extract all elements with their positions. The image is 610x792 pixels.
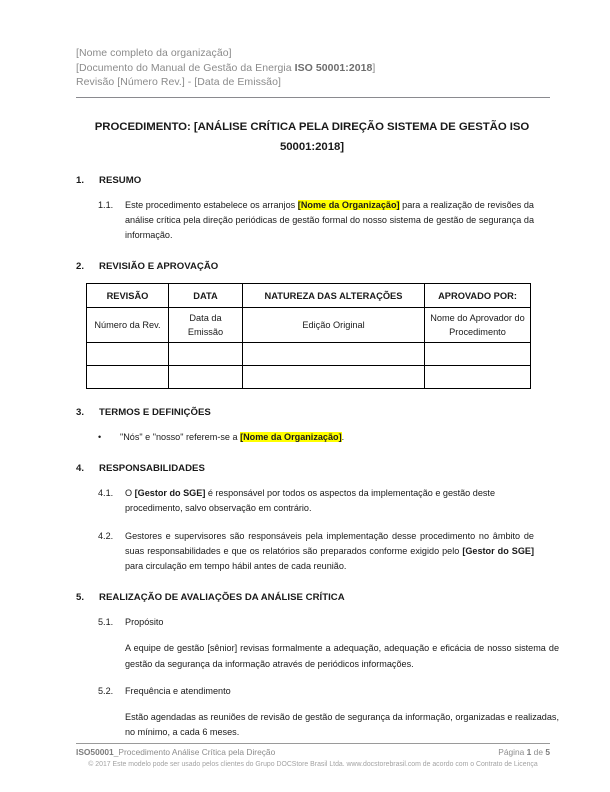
header-doc-line [76, 61, 550, 76]
page-title: PROCEDIMENTO: [ANÁLISE CRÍTICA PELA DIREÇÃO SISTEMA DE GESTÃO ISO 50001:2018] [94, 120, 530, 153]
paragraph-1-1-text [125, 198, 550, 244]
table-cell-revisao: Número da Rev. [87, 308, 169, 343]
table-cell-revisao [87, 366, 169, 389]
paragraph-4-2-before: Gestores e supervisores são responsáveis pela implementação desse procedimento no âmbito de suas responsabilidades e que os relatórios são preparados conforme exigido pelo [125, 530, 534, 556]
bullet-3-1-before: "Nós" e "nosso" referem-se a [120, 432, 241, 443]
paragraph-5-2 [76, 684, 550, 699]
table-cell-aprovado [425, 366, 531, 389]
footer-doc-title: _Procedimento Análise Crítica pela Direção [113, 747, 276, 757]
paragraph-1-1-number: 1.1. [98, 199, 114, 210]
paragraph-4-2 [76, 529, 550, 575]
table-cell-data: Data da Emissão [169, 308, 243, 343]
sge-manager-placeholder: [Gestor do SGE] [134, 488, 206, 499]
section-5-number: 5. [76, 592, 85, 604]
header-doc-standard: ISO 50001:2018 [294, 61, 373, 74]
org-placeholder-highlight: [Nome da Organização] [240, 432, 342, 443]
section-1-number: 1. [76, 174, 85, 186]
footer-copyright: © 2017 Este modelo pode ser usado pelos clientes do Grupo DOCStore Brasil Ltda. www.docstorebrasil.com de acordo com o Contrato de Licença [88, 761, 538, 768]
paragraph-5-1-number: 5.1. [98, 617, 114, 628]
footer-page-mid: de [531, 747, 546, 757]
table-cell-data [169, 343, 243, 366]
footer-page-current: 1 [526, 747, 532, 757]
table-row [87, 308, 531, 343]
table-header-row [87, 284, 531, 308]
table-cell-natureza [243, 366, 425, 389]
table-cell-natureza [243, 343, 425, 366]
section-heading-termos-definicoes [76, 407, 550, 418]
footer-page-number [498, 747, 550, 758]
section-4-label: RESPONSABILIDADES [99, 463, 205, 475]
section-heading-responsabilidades [76, 463, 550, 474]
page-footer [76, 743, 550, 770]
table-row [87, 343, 531, 366]
section-1-label: RESUMO [99, 174, 142, 186]
header-revision-line: Revisão [Número Rev.] - [Data de Emissão] [76, 76, 281, 88]
section-3-number: 3. [76, 407, 85, 419]
paragraph-4-2-after: para circulação em tempo hábil antes de cada reunião. [125, 560, 347, 571]
paragraph-4-1 [76, 486, 550, 516]
footer-doc-code: ISO50001 [76, 747, 114, 757]
paragraph-5-2-number: 5.2. [98, 685, 114, 696]
paragraph-1-1-after: para a realização de revisões da análise crítica pela direção periódicas de gestão formal do nosso sistema de gestão de segurança da informação. [125, 199, 534, 240]
section-2-number: 2. [76, 261, 85, 273]
footer-page-total: 5 [545, 747, 550, 757]
revision-table [86, 283, 531, 389]
paragraph-5-1-body: A equipe de gestão [sênior] revisas formalmente a adequação, adequação e eficácia de nosso sistema de gestão da segurança da informação através de periódicos informações. [125, 643, 559, 669]
paragraph-5-1-label: Propósito [125, 617, 164, 628]
paragraph-4-2-number: 4.2. [98, 530, 114, 541]
paragraph-5-1 [76, 615, 550, 630]
section-heading-realizacao-avaliacoes [76, 592, 550, 603]
paragraph-5-2-body: Estão agendadas as reuniões de revisão de gestão de segurança da informação, organizadas e realizadas, no mínimo, a cada 6 meses. [125, 711, 559, 738]
section-heading-resumo [76, 175, 550, 186]
paragraph-4-1-text [125, 486, 550, 516]
footer-top-row [76, 747, 550, 758]
section-heading-revisao-aprovacao [76, 261, 550, 272]
paragraph-4-1-before: O [125, 488, 135, 499]
table-header-revisao: REVISÃO [87, 284, 169, 308]
paragraph-4-1-after: é responsável por todos os aspectos da implementação e gestão deste procedimento, salvo observação em contrário. [125, 488, 496, 514]
bullet-item-3-1 [98, 430, 550, 445]
document-header [76, 46, 550, 90]
table-row [87, 366, 531, 389]
header-doc-prefix: [Documento do Manual de Gestão da Energia [76, 61, 295, 74]
header-doc-suffix: ] [372, 61, 376, 74]
bullet-3-1-after: . [341, 432, 345, 443]
footer-document-name [76, 747, 275, 758]
footer-page-prefix: Página [498, 747, 527, 757]
table-cell-data [169, 366, 243, 389]
section-3-label: TERMOS E DEFINIÇÕES [99, 407, 211, 419]
section-5-label: REALIZAÇÃO DE AVALIAÇÕES DA ANÁLISE CRÍTICA [99, 592, 345, 604]
table-header-data: DATA [169, 284, 243, 308]
paragraph-1-1 [76, 198, 550, 244]
section-2-label: REVISIÃO E APROVAÇÃO [99, 261, 219, 273]
bullet-dot-icon: • [98, 432, 102, 443]
paragraph-4-2-text [125, 529, 550, 575]
paragraph-4-1-number: 4.1. [98, 488, 114, 499]
table-header-aprovado: APROVADO POR: [425, 284, 531, 308]
table-cell-revisao [87, 343, 169, 366]
paragraph-1-1-before: Este procedimento estabelece os arranjos [125, 199, 298, 210]
table-cell-aprovado [425, 343, 531, 366]
header-divider [76, 97, 550, 98]
table-header-natureza: NATUREZA DAS ALTERAÇÕES [243, 284, 425, 308]
org-placeholder-highlight: [Nome da Organização] [297, 199, 400, 210]
sge-manager-placeholder: [Gestor do SGE] [462, 545, 534, 556]
header-org-line: [Nome completo da organização] [76, 47, 232, 59]
bullet-item-3-1-text [120, 430, 344, 445]
table-cell-natureza: Edição Original [243, 308, 425, 343]
section-4-number: 4. [76, 463, 85, 475]
paragraph-5-2-label: Frequência e atendimento [125, 685, 231, 696]
table-cell-aprovado: Nome do Aprovador do Procedimento [425, 308, 531, 343]
